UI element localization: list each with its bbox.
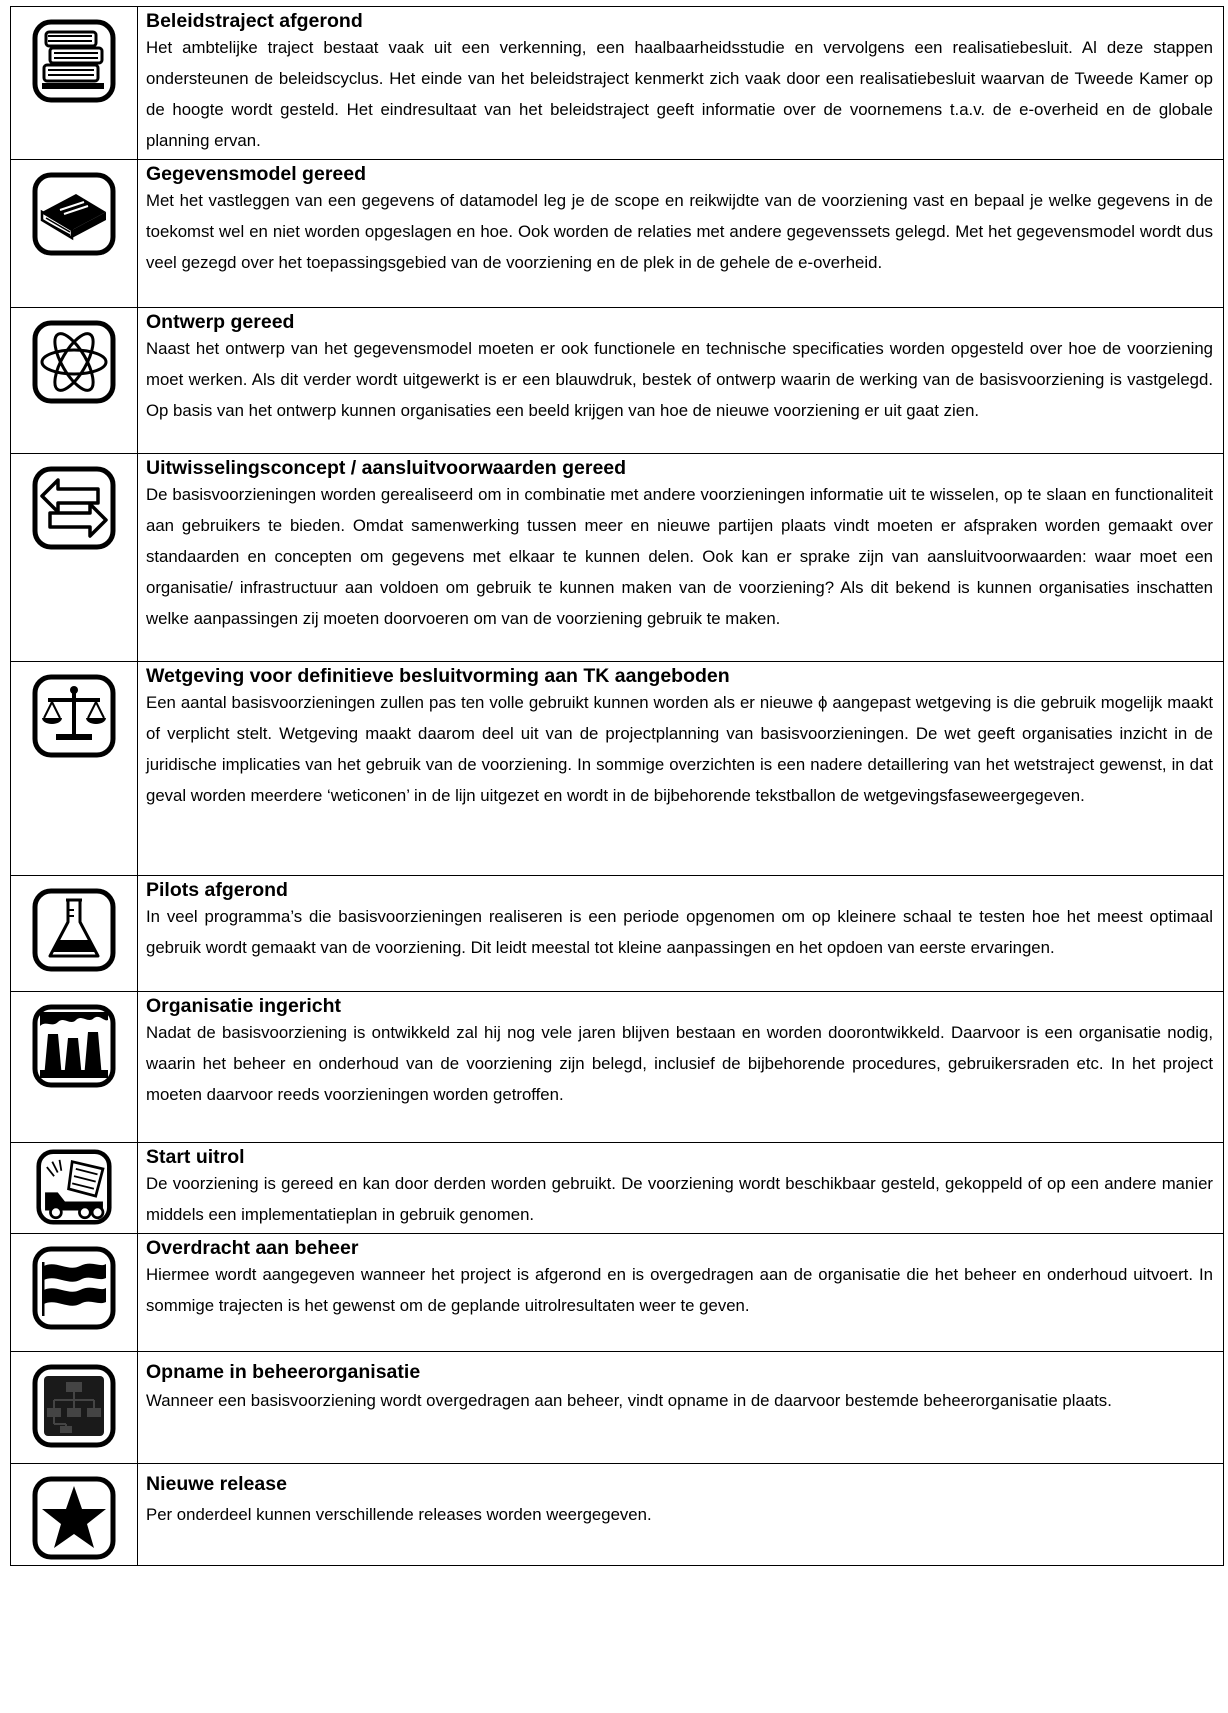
icon-cell [11,1352,138,1464]
legend-row [11,160,1224,308]
book-icon [32,172,116,256]
legend-row [11,308,1224,454]
legend-row [11,454,1224,662]
text-cell [138,7,1224,160]
text-cell [138,1464,1224,1566]
text-cell [138,1352,1224,1464]
legend-row [11,1143,1224,1234]
text-cell [138,1234,1224,1352]
icon-cell [11,308,138,454]
legend-row [11,1234,1224,1352]
row-text: Nadat de basisvoorziening is ontwikkeld zal hij nog vele jaren blijven bestaan en worden doorontwikkeld. Daarvoor is een organisatie nodig, waarin het beheer en onderhoud van de voorziening zijn belegd, inclusief de bijbehorende procedures, gebruikersraden etc. In het project moeten daarvoor reeds voorzieningen worden getroffen. [146,1023,1213,1104]
row-title: Uitwisselingsconcept / aansluitvoorwaarden gereed [146,457,627,479]
icon-cell [11,992,138,1143]
text-cell [138,992,1224,1143]
atom-icon [32,320,116,404]
row-text: Het ambtelijke traject bestaat vaak uit een verkenning, een haalbaarheidsstudie en vervolgens een realisatiebesluit. Al deze stappen ondersteunen de beleidscyclus. Het einde van het beleidstraject kenmerkt zich vaak door een realisatiebesluit waarvan de Tweede Kamer op de hoogte wordt gesteld. Het eindresultaat van het beleidstraject geeft informatie over de voornemens t.a.v. de e-overheid en de globale planning ervan. [146,38,1213,150]
icon-cell [11,876,138,992]
row-title: Beleidstraject afgerond [146,10,363,32]
icon-cell [11,1464,138,1566]
row-title: Gegevensmodel gereed [146,163,367,185]
row-text: Een aantal basisvoorzieningen zullen pas ten volle gebruikt kunnen worden als er nieuwe ϕ aangepast wetgeving is die gebruik mogelijk maakt of verplicht stelt. Wetgeving maakt daarom deel uit van de projectplanning van basisvoorzieningen. De wet geeft organisaties inzicht in de juridische implicaties van het gebruik van de voorziening. In sommige overzichten is een nadere detaillering van het wetstraject gewenst, in dat geval worden meerdere ‘weticonen’ in de lijn uitgezet en wordt in de bijbehorende tekstballon de wetgevingsfaseweergegeven. [146,693,1213,805]
row-text: Wanneer een basisvoorziening wordt overgedragen aan beheer, vindt opname in de daarvoor bestemde beheerorganisatie plaats. [146,1391,1112,1410]
text-cell [138,160,1224,308]
legend-row [11,662,1224,876]
scales-icon [32,674,116,758]
factory-icon [32,1004,116,1088]
row-text: Met het vastleggen van een gegevens of datamodel leg je de scope en reikwijdte van de voorziening vast en bepaal je welke gegevens in de toekomst wel en niet worden opgeslagen en hoe. Ook worden de relaties met andere gegevenssets gelegd. Met het gegevensmodel wordt dus veel gezegd over het toepassingsgebied van de voorziening en de plek in de gehele de e-overheid. [146,191,1213,272]
exchange-arrows-icon [32,466,116,550]
row-text: De basisvoorzieningen worden gerealiseerd om in combinatie met andere voorzieningen informatie uit te wisselen, op te slaan en functionaliteit aan gebruikers te bieden. Omdat samenwerking tussen meer en nieuwe partijen plaats vindt moeten er afspraken worden gemaakt over standaarden en concepten om gegevens met elkaar te kunnen delen. Ook kan er sprake zijn van aansluitvoorwaarden: waar moet een organisatie/ infrastructuur aan voldoen om gebruik te kunnen maken van de voorziening? Als dit bekend is kunnen organisaties inschatten welke aanpassingen zij moeten doorvoeren om van de voorziening gebruik te maken. [146,485,1213,628]
row-title: Opname in beheerorganisatie [146,1361,421,1383]
row-text: Naast het ontwerp van het gegevensmodel moeten er ook functionele en technische specificaties worden opgesteld over hoe de voorziening moet werken. Als dit verder wordt uitgewerkt is er een blauwdruk, bestek of ontwerp waarin de werking van de basisvoorziening is vastgelegd. Op basis van het ontwerp kunnen organisaties een beeld krijgen van hoe de nieuwe voorziening er uit gaat zien. [146,339,1213,420]
milestone-legend-table [10,6,1224,1566]
row-text: In veel programma’s die basisvoorzieningen realiseren is een periode opgenomen om op kleinere schaal te testen hoe het meest optimaal gebruik wordt gemaakt van de voorziening. Dit leidt meestal tot kleine aanpassingen en het opdoen van eerste ervaringen. [146,907,1213,957]
row-text: Per onderdeel kunnen verschillende releases worden weergegeven. [146,1505,652,1524]
books-icon [32,19,116,103]
row-title: Ontwerp gereed [146,311,295,333]
row-text: Hiermee wordt aangegeven wanneer het project is afgerond en is overgedragen aan de organisatie die het beheer en onderhoud uitvoert. In sommige trajecten is het gewenst om de geplande uitrolresultaten weer te geven. [146,1265,1213,1315]
row-title: Start uitrol [146,1146,245,1168]
legend-row [11,992,1224,1143]
row-text: De voorziening is gereed en kan door derden worden gebruikt. De voorziening wordt beschikbaar gesteld, gekoppeld of op een andere manier middels een implementatieplan in gebruik genomen. [146,1174,1213,1224]
row-title: Nieuwe release [146,1473,287,1495]
star-icon [32,1476,116,1560]
text-cell [138,454,1224,662]
row-title: Overdracht aan beheer [146,1237,359,1259]
org-chart-icon [32,1364,116,1448]
icon-cell [11,1143,138,1234]
text-cell [138,662,1224,876]
icon-cell [11,454,138,662]
row-title: Organisatie ingericht [146,995,342,1017]
legend-row [11,1464,1224,1566]
legend-row [11,876,1224,992]
row-title: Wetgeving voor definitieve besluitvorming aan TK aangeboden [146,665,730,687]
legend-row [11,1352,1224,1464]
icon-cell [11,662,138,876]
flask-icon [32,888,116,972]
icon-cell [11,160,138,308]
text-cell [138,308,1224,454]
dump-truck-icon [36,1149,112,1225]
row-title: Pilots afgerond [146,879,288,901]
icon-cell [11,7,138,160]
icon-cell [11,1234,138,1352]
text-cell [138,876,1224,992]
legend-row [11,7,1224,160]
text-cell [138,1143,1224,1234]
flag-icon [32,1246,116,1330]
